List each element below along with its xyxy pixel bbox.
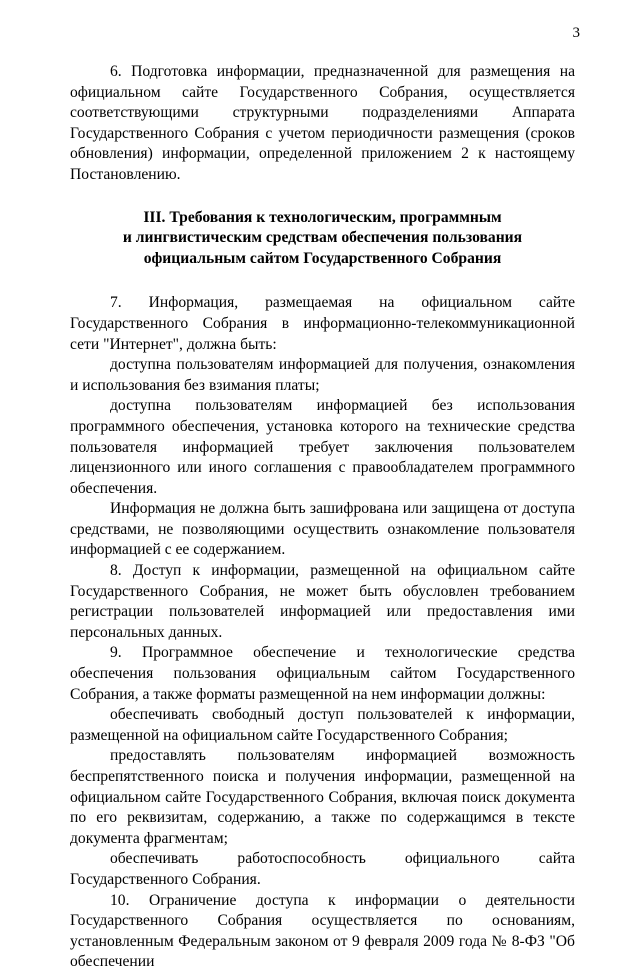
- paragraph-7-item-1: доступна пользователям информацией для получения, ознакомления и использования без взимания платы;: [70, 356, 575, 394]
- paragraph-8: 8. Доступ к информации, размещенной на официальном сайте Государственного Собрания, не может быть обусловлен требованием регистрации пользователей информацией или предоставления ими персональных данных.: [70, 562, 575, 641]
- section-heading: [70, 208, 575, 270]
- document-body: [70, 62, 575, 973]
- paragraph-9: 9. Программное обеспечение и технологические средства обеспечения пользования официальным сайтом Государственного Собрания, а также форматы размещенной на нем информации должны:: [70, 644, 575, 703]
- paragraph-9-item-1: обеспечивать свободный доступ пользователей к информации, размещенной на официальном сайте Государственного Собрания;: [70, 706, 575, 744]
- paragraph-9-item-3: обеспечивать работоспособность официального сайта Государственного Собрания.: [70, 850, 575, 888]
- paragraph-9-item-2: предоставлять пользователям информацией возможность беспрепятственного поиска и получения информации, размещенной на официальном сайте Государственного Собрания, включая поиск документа по его реквизитам, содержанию, а также по содержащимся в тексте документа фрагментам;: [70, 747, 575, 847]
- section-heading-line-1: III. Требования к технологическим, программным: [143, 208, 502, 226]
- section-heading-line-3: официальным сайтом Государственного Собрания: [143, 249, 502, 267]
- paragraph-7-note: Информация не должна быть зашифрована или защищена от доступа средствами, не позволяющими осуществить ознакомление пользователя информацией с ее содержанием.: [70, 500, 575, 559]
- paragraph-7: 7. Информация, размещаемая на официальном сайте Государственного Собрания в информационно-телекоммуникационной сети "Интернет", должна быть:: [70, 294, 575, 353]
- paragraph-6: 6. Подготовка информации, предназначенной для размещения на официальном сайте Государственного Собрания, осуществляется соответствующими структурными подразделениями Аппарата Государственного Собрания с учетом периодичности размещения (сроков обновления) информации, определенной приложением 2 к настоящему Постановлению.: [70, 63, 575, 183]
- paragraph-7-item-2: доступна пользователям информацией без использования программного обеспечения, установка которого на технические средства пользователя информацией требует заключения пользователем лицензионного или иного соглашения с правообладателем программного обеспечения.: [70, 397, 575, 497]
- section-heading-line-2: и лингвистическим средствам обеспечения пользования: [122, 229, 523, 247]
- paragraph-10: 10. Ограничение доступа к информации о деятельности Государственного Собрания осуществляется по основаниям, установленным Федеральным законом от 9 февраля 2009 года № 8-ФЗ "Об обеспечении: [70, 891, 575, 971]
- page-number: 3: [572, 25, 580, 41]
